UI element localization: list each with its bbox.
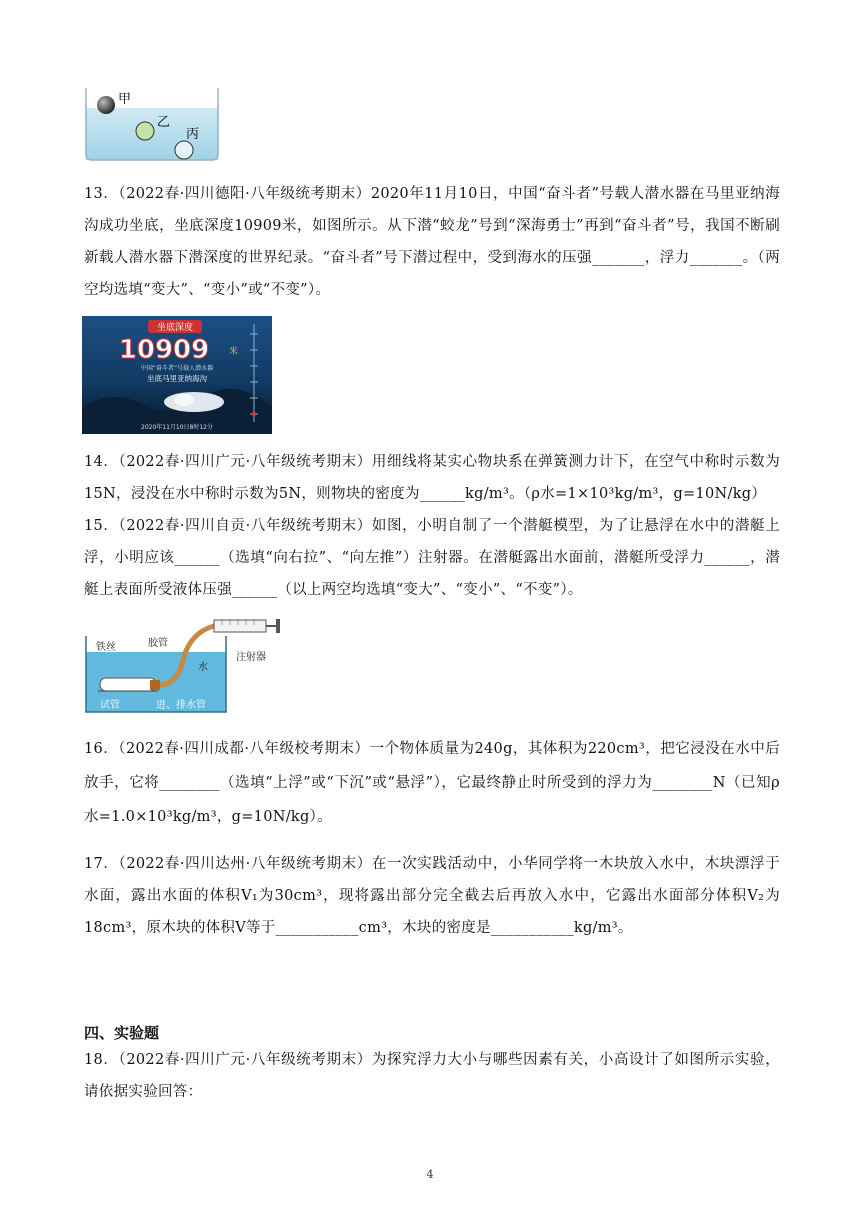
ball-jia — [97, 96, 115, 114]
page-number: 4 — [426, 1168, 434, 1181]
label-yi: 乙 — [157, 115, 171, 130]
label-jia: 甲 — [118, 92, 132, 107]
section-heading-experiment: 四、实验题 — [84, 1024, 160, 1042]
label-water: 水 — [198, 662, 208, 673]
fig12-balls-in-water — [84, 88, 220, 164]
question-15 — [84, 510, 780, 606]
ball-bing — [175, 141, 193, 159]
label-test-tube: 试管 — [100, 700, 120, 711]
poster-line1: 中国“奋斗者”号载人潜水器 — [140, 365, 214, 372]
fig13-submersible-image — [82, 316, 272, 434]
ball-yi — [136, 122, 154, 140]
label-pipe: 进、排水管 — [156, 700, 206, 711]
poster-unit: 米 — [229, 347, 239, 357]
question-18-text: 18．（2022春·四川广元·八年级统考期末）为探究浮力大小与哪些因素有关，小高设计了如图所示实验，请依据实验回答： — [84, 1052, 780, 1100]
question-13-text: 13．（2022春·四川德阳·八年级统考期末）2020年11月10日，中国“奋斗者”号载人潜水器在马里亚纳海沟成功坐底，坐底深度10909米，如图所示。从下潜“蛟龙”号到“深海勇士”再到“奋斗者”号，我国不断刷新载人潜水器下潜深度的世界纪录。“奋斗者”号下潜过程中，受到海水的压强_______，浮力_______。（两空均选填“变大”、“变小”或“不变”）。 — [84, 186, 780, 298]
label-bing: 丙 — [186, 127, 200, 142]
question-15-text: 15．（2022春·四川自贡·八年级统考期末）如图，小明自制了一个潜艇模型，为了让悬浮在水中的潜艇上浮，小明应该______（选填“向右拉”、“向左推”）注射器。在潜艇露出水面前，潜艇所受浮力______，潜艇上表面所受液体压强______（以上两空均选填“变大”、“变小”、“不变”）。 — [84, 518, 780, 598]
question-16-text: 16．（2022春·四川成都·八年级校考期末）一个物体质量为240g，其体积为220cm³，把它浸没在水中后放手，它将________（选填“上浮”或“下沉”或“悬浮”），它最终静止时所受到的浮力为________N（已知ρ水=1.0×10³kg/m³，g=10N/kg）。 — [84, 741, 780, 825]
poster-depth-number: 10909 — [118, 335, 210, 365]
submersible — [164, 392, 224, 412]
question-17 — [84, 848, 780, 944]
poster-date: 2020年11月10日8时12分 — [141, 424, 213, 431]
poster-heading: 坐底深度 — [156, 323, 194, 333]
question-14 — [84, 446, 780, 510]
question-14-text: 14．（2022春·四川广元·八年级统考期末）用细线将某实心物块系在弹簧测力计下，在空气中称时示数为15N，浸没在水中称时示数为5N，则物块的密度为______kg/m³。（ρ水=1×10³kg/m³，g=10N/kg） — [84, 454, 780, 502]
test-tube — [100, 678, 156, 691]
question-16 — [84, 732, 780, 834]
poster-line2: 坐底马里亚纳海沟 — [147, 374, 207, 383]
label-iron-wire: 铁丝 — [96, 642, 116, 653]
syringe-plunger — [276, 619, 280, 633]
label-hose: 胶管 — [148, 638, 168, 649]
question-17-text: 17．（2022春·四川达州·八年级统考期末）在一次实践活动中，小华同学将一木块放入水中，木块漂浮于水面，露出水面的体积V₁为30cm³，现将露出部分完全截去后再放入水中，它露出水面部分体积V₂为18cm³，原木块的体积V等于___________cm³，木块的密度是___________kg/m³。 — [84, 856, 780, 936]
question-18 — [84, 1044, 780, 1108]
fig15-submarine-model — [84, 616, 284, 716]
question-13 — [84, 178, 780, 306]
stopper — [150, 680, 160, 690]
label-syringe: 注射器 — [236, 652, 266, 663]
